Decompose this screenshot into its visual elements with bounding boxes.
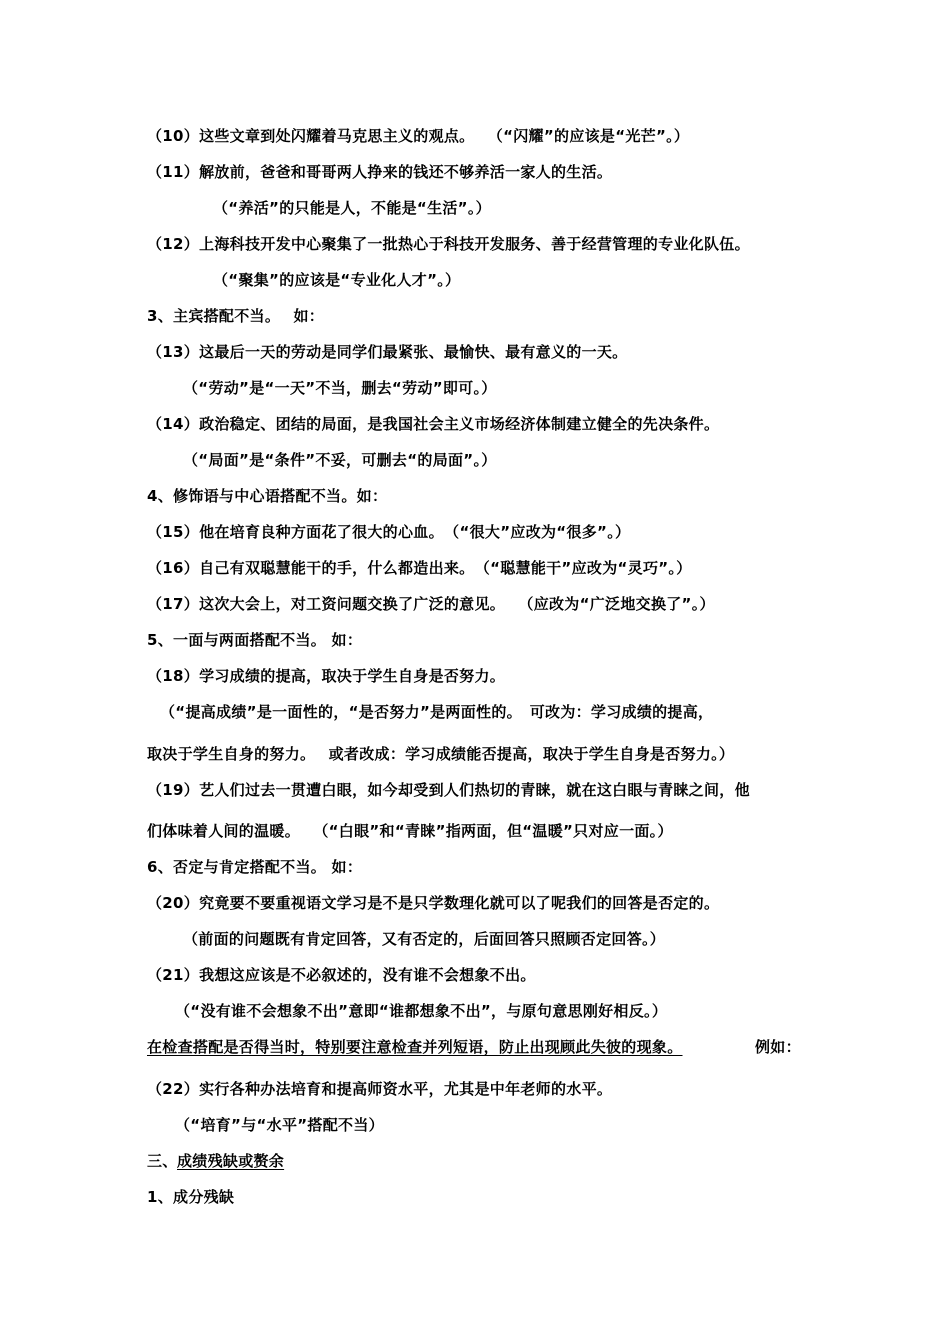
example-16: （16）自己有双聪慧能干的手，什么都造出来。 （“聪慧能干”应改为“灵巧”。）: [147, 559, 692, 577]
heading-subject-object: 3、主宾搭配不当。 如：: [147, 307, 325, 325]
heading-negation: 6、否定与肯定搭配不当。 如：: [147, 858, 363, 876]
section-three-number: 三、: [147, 1152, 178, 1170]
example-10: （10）这些文章到处闪耀着马克思主义的观点。 （“闪耀”的应该是“光芒”。）: [147, 127, 690, 145]
example-13-note: （“劳动”是“一天”不当，删去“劳动”即可。）: [183, 379, 497, 397]
section-three-title: 成绩残缺或赘余: [177, 1152, 285, 1170]
tip-underlined: 在检查搭配是否得当时，特别要注意检查并列短语，防止出现顾此失彼的现象。: [147, 1038, 683, 1056]
tip-example-label: 例如：: [755, 1038, 801, 1056]
example-22-note: （“培育”与“水平”搭配不当）: [175, 1116, 384, 1134]
heading-one-two-sided: 5、一面与两面搭配不当。 如：: [147, 631, 363, 649]
example-18: （18）学习成绩的提高，取决于学生自身是否努力。: [147, 667, 506, 685]
example-19-line2: 们体味着人间的温暖。 （“白眼”和“青睐”指两面，但“温暖”只对应一面。）: [147, 822, 673, 840]
example-21-note: （“没有谁不会想象不出”意即“谁都想象不出”，与原句意思刚好相反。）: [175, 1002, 668, 1020]
example-12: （12）上海科技开发中心聚集了一批热心于科技开发服务、善于经营管理的专业化队伍。: [147, 235, 750, 253]
example-14: （14）政治稳定、团结的局面，是我国社会主义市场经济体制建立健全的先决条件。: [147, 415, 720, 433]
example-20-note: （前面的问题既有肯定回答，又有否定的，后面回答只照顾否定回答。）: [183, 930, 666, 948]
example-22: （22）实行各种办法培育和提高师资水平，尤其是中年老师的水平。: [147, 1080, 613, 1098]
subsection-missing-component: 1、成分残缺: [147, 1188, 235, 1206]
heading-modifier: 4、修饰语与中心语搭配不当。如：: [147, 487, 388, 505]
example-13: （13）这最后一天的劳动是同学们最紧张、最愉快、最有意义的一天。: [147, 343, 628, 361]
example-21: （21）我想这应该是不必叙述的，没有谁不会想象不出。: [147, 966, 536, 984]
example-20: （20）究竟要不要重视语文学习是不是只学数理化就可以了呢我们的回答是否定的。: [147, 894, 720, 912]
example-18-note-line2: 取决于学生自身的努力。 或者改成：学习成绩能否提高，取决于学生自身是否努力。）: [147, 745, 735, 763]
example-14-note: （“局面”是“条件”不妥，可删去“的局面”。）: [183, 451, 497, 469]
example-11-note: （“养活”的只能是人，不能是“生活”。）: [213, 199, 491, 217]
example-17: （17）这次大会上，对工资问题交换了广泛的意见。 （应改为“广泛地交换了”。）: [147, 595, 715, 613]
example-11: （11）解放前，爸爸和哥哥两人挣来的钱还不够养活一家人的生活。: [147, 163, 613, 181]
example-19-line1: （19）艺人们过去一贯遭白眼，如今却受到人们热切的青睐，就在这白眼与青睐之间，他: [147, 781, 750, 799]
example-12-note: （“聚集”的应该是“专业化人才”。）: [213, 271, 461, 289]
example-15: （15）他在培育良种方面花了很大的心血。 （“很大”应改为“很多”。）: [147, 523, 631, 541]
example-18-note-line1: （“提高成绩”是一面性的，“是否努力”是两面性的。 可改为：学习成绩的提高，: [160, 703, 714, 721]
